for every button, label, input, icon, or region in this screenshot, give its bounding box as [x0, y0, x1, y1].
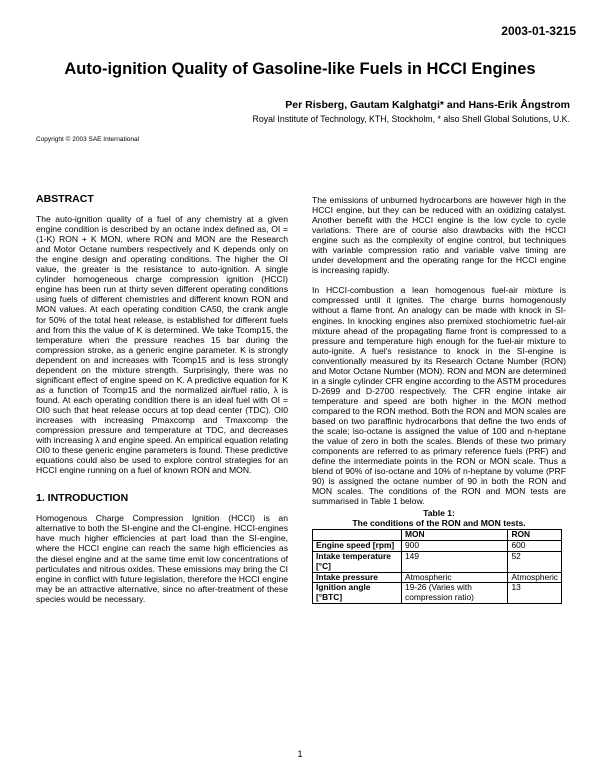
abstract-heading: ABSTRACT [36, 193, 94, 205]
table-cell: 52 [508, 552, 562, 573]
paper-title: Auto-ignition Quality of Gasoline-like Fuels in HCCI Engines [64, 60, 536, 78]
right-column [312, 195, 566, 604]
table-row-label: Ignition angle [°BTC] [313, 583, 402, 604]
table-row-label: Intake pressure [313, 572, 402, 583]
table-header-cell: MON [402, 530, 508, 541]
table-cell: 19-26 (Varies with compression ratio) [402, 583, 508, 604]
table-cell: Atmospheric [508, 572, 562, 583]
document-number: 2003-01-3215 [501, 24, 576, 38]
paragraph-emissions: The emissions of unburned hydrocarbons are however high in the HCCI engine, but they can be reduced with an oxidizing catalyst. Another benefit with the HCCI engine is the low cycle to cycle variations. There are of course also drawbacks with the HCCI engine such as the complexity of engine control, but techniques with variable compression ratio and variable valve timing are under development and the operating range for the HCCI engine is increasing rapidly. [312, 195, 566, 276]
introduction-heading: 1. INTRODUCTION [36, 492, 129, 505]
copyright-notice: Copyright © 2003 SAE International [36, 136, 140, 143]
paragraph-hcci-combustion: In HCCI-combustion a lean homogenous fuel-air mixture is compressed until it ignites. The charge burns homogenously without a flame front. An analogy can be made with knock in SI-engines. In knocking engines also premixed stochiometric fuel-air mixture ahead of the propagating flame front is compressed to a pressure and temperature high enough for the fuel-air mixture to auto-ignite. A fuel's resistance to knock in the SI-engine is conventionally measured by its Research Octane Number (RON) and Motor Octane Number (MON). RON and MON are determined in a single cylinder CFR engine according to the ASTM procedures D-2699 and D-2700 respectively. The CFR engine intake air temperature and speed are both higher in the MON method compared to the RON method. Both the RON and MON scales are based on two paraffinic hydrocarbons that define the two ends of the scale; iso-octane is assigned the value of 100 and n-heptane the value of zero in both the scales. Blends of these two primary components are referred to as primary reference fuels (PRF) and define the intermediate points in the RON or MON scale. Thus a blend of 90% of iso-octane and 10% of n-heptane by volume (PRF 90) is assigned the octane number of 90 in both the RON and MON scales. The conditions of the RON and MON tests are summarised in Table 1 below. [312, 285, 566, 507]
table-row-label: Intake temperature [°C] [313, 552, 402, 573]
left-column [36, 194, 288, 614]
affiliation: Royal Institute of Technology, KTH, Stockholm, * also Shell Global Solutions, U.K. [252, 114, 570, 124]
abstract-body: The auto-ignition quality of a fuel of any chemistry at a given engine condition is described by an octane index defined as, OI = (1-K) RON + K MON, where RON and MON are the Research and Motor Octane numbers respectively and K depends only on the engine design and operating conditions. The higher the OI value, the greater is the resistance to auto-ignition. A single cylinder homogeneous charge compression ignition (HCCI) engine has been run at thirty seven different operating conditions using fuels of different chemistries and different known RON and MON values. At each operating condition CA50, the crank angle for 50% of the total heat release, is established for different fuels and from this the value of K is determined. We take Tcomp15, the temperature when the pressure reaches 15 bar during the compression stroke, as a generic engine parameter. K is strongly dependent on and increases with Tcomp15 and is less strongly dependent on the mixture strength. Surprisingly, there was no significant effect of engine speed on K. A predictive equation for K as a function of Tcomp15 and the normalized air/fuel ratio, λ is found. At each operating condition there is an ideal fuel with OI = OI0 such that heat release occurs at top dead center (TDC). OI0 increases with increasing Pmaxcomp and Tmaxcomp the compression pressure and temperature at TDC, and decreases with increasing λ and engine speed. An empirical equation relating OI0 to these generic engine parameters is found. These predictive equations could also be used to explore control strategies for an HCCI engine running on a fuel of known RON and MON. [36, 214, 288, 476]
table-cell: Atmospheric [402, 572, 508, 583]
table-cell: 600 [508, 541, 562, 552]
table-caption: The conditions of the RON and MON tests. [352, 518, 526, 529]
table-row-label: Engine speed [rpm] [313, 541, 402, 552]
table-header-cell [313, 530, 402, 541]
table-label: Table 1: [423, 508, 455, 519]
page-number: 1 [297, 749, 303, 759]
table-row [313, 572, 562, 583]
table-row [313, 541, 562, 552]
table-cell: 900 [402, 541, 508, 552]
conditions-table [312, 529, 562, 604]
introduction-body: Homogenous Charge Compression Ignition (HCCI) is an alternative to both the SI-engine and the CI-engine. HCCI-engines have much higher efficiencies at part load than the SI-engine, where the HCCI engine can reach the same high efficiencies as the diesel engine and at the same time emit low concentrations of particulates and nitrous oxides. These emissions may bring the CI engine in conflict with future legislation, therefore the HCCI engine may be an attractive alternative, since no after-treatment of these species would be necessary. [36, 513, 288, 604]
table-row [313, 552, 562, 573]
table-row [313, 583, 562, 604]
table-cell: 149 [402, 552, 508, 573]
table-header-row [313, 530, 562, 541]
table-cell: 13 [508, 583, 562, 604]
authors: Per Risberg, Gautam Kalghatgi* and Hans-Erik Ångstrom [285, 99, 570, 111]
table-header-cell: RON [508, 530, 562, 541]
